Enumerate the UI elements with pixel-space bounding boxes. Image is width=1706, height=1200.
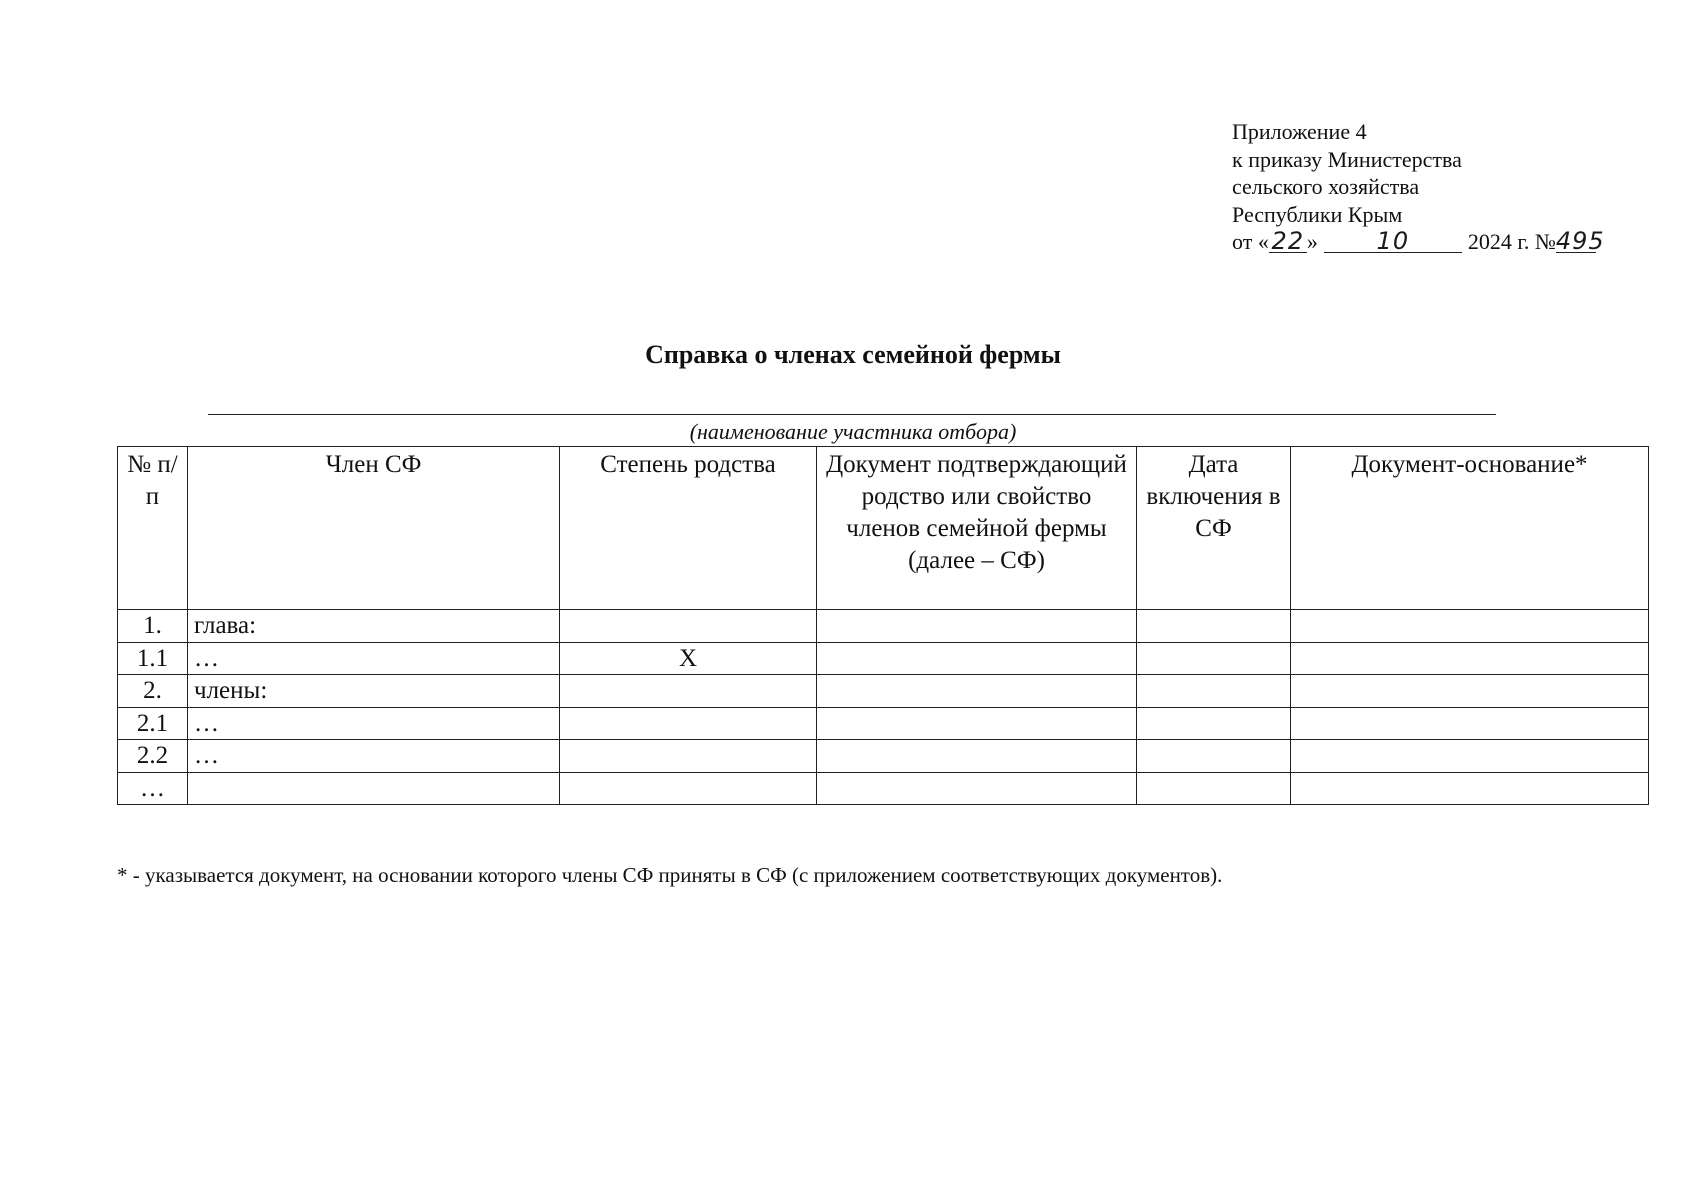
table-header-row bbox=[118, 447, 1649, 610]
row-number: 2.1 bbox=[118, 707, 188, 740]
header-kinship-document: Документ подтверждающий родство или свойство членов семейной фермы (далее – СФ) bbox=[817, 447, 1137, 610]
header-inclusion-date: Дата включения в СФ bbox=[1137, 447, 1291, 610]
row-kinship-document bbox=[817, 610, 1137, 643]
handwritten-day: 22 bbox=[1269, 230, 1307, 253]
handwritten-month: 10 bbox=[1324, 230, 1462, 253]
row-inclusion-date bbox=[1137, 707, 1291, 740]
row-kinship bbox=[560, 610, 817, 643]
row-kinship bbox=[560, 707, 817, 740]
row-kinship-document bbox=[817, 675, 1137, 708]
row-inclusion-date bbox=[1137, 642, 1291, 675]
row-basis-document bbox=[1291, 707, 1649, 740]
date-prefix: от « bbox=[1232, 229, 1269, 254]
row-basis-document bbox=[1291, 642, 1649, 675]
table-row bbox=[118, 610, 1649, 643]
row-member: члены: bbox=[188, 675, 560, 708]
header-number: № п/п bbox=[118, 447, 188, 610]
annex-line-2: к приказу Министерства bbox=[1232, 146, 1462, 172]
members-table bbox=[117, 446, 1649, 805]
table-row bbox=[118, 675, 1649, 708]
row-member: … bbox=[188, 707, 560, 740]
row-number: 2.2 bbox=[118, 740, 188, 773]
table-row bbox=[118, 772, 1649, 805]
row-inclusion-date bbox=[1137, 610, 1291, 643]
row-member: … bbox=[188, 642, 560, 675]
footnote: * - указывается документ, на основании которого члены СФ приняты в СФ (с приложением соответствующих документов). bbox=[117, 863, 1223, 887]
participant-caption: (наименование участника отбора) bbox=[689, 419, 1017, 444]
row-basis-document bbox=[1291, 675, 1649, 708]
row-kinship-document bbox=[817, 707, 1137, 740]
row-basis-document bbox=[1291, 772, 1649, 805]
row-member bbox=[188, 772, 560, 805]
row-kinship bbox=[560, 675, 817, 708]
row-kinship-document bbox=[817, 642, 1137, 675]
participant-name-line bbox=[208, 414, 1496, 415]
row-number: … bbox=[118, 772, 188, 805]
row-kinship bbox=[560, 772, 817, 805]
row-member: … bbox=[188, 740, 560, 773]
annex-date-line bbox=[1232, 227, 1605, 256]
row-inclusion-date bbox=[1137, 772, 1291, 805]
row-basis-document bbox=[1291, 610, 1649, 643]
annex-line-4: Республики Крым bbox=[1232, 201, 1403, 227]
header-basis-document: Документ-основание* bbox=[1291, 447, 1649, 610]
table-row bbox=[118, 642, 1649, 675]
header-kinship: Степень родства bbox=[560, 447, 817, 610]
row-inclusion-date bbox=[1137, 675, 1291, 708]
row-member: глава: bbox=[188, 610, 560, 643]
date-mid: » bbox=[1306, 229, 1318, 254]
document-title: Справка о членах семейной фермы bbox=[645, 340, 1061, 369]
header-member: Член СФ bbox=[188, 447, 560, 610]
row-basis-document bbox=[1291, 740, 1649, 773]
annex-line-3: сельского хозяйства bbox=[1232, 174, 1420, 199]
row-kinship-document bbox=[817, 772, 1137, 805]
handwritten-order-number: 495 bbox=[1555, 227, 1605, 255]
annex-block bbox=[1232, 118, 1605, 256]
row-kinship bbox=[560, 740, 817, 773]
row-inclusion-date bbox=[1137, 740, 1291, 773]
row-kinship-document bbox=[817, 740, 1137, 773]
row-number: 1.1 bbox=[118, 642, 188, 675]
table-row bbox=[118, 707, 1649, 740]
row-kinship: Х bbox=[560, 642, 817, 675]
table-row bbox=[118, 740, 1649, 773]
annex-line-1: Приложение 4 bbox=[1232, 119, 1367, 144]
row-number: 2. bbox=[118, 675, 188, 708]
row-number: 1. bbox=[118, 610, 188, 643]
year-text: 2024 г. № bbox=[1467, 229, 1556, 254]
